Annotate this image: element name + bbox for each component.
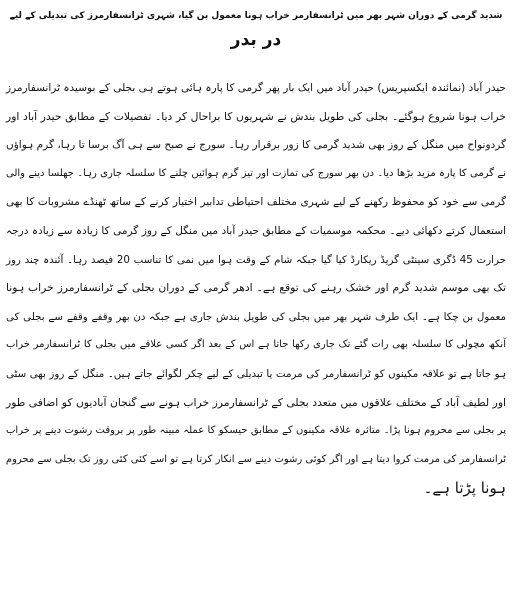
- body-line: پر بجلی سے محروم ہونا پڑا۔ متاثرہ علاقہ مکینوں کے مطابق حیسکو کا عملہ مبینہ طور پر بروقت رشوت دینے پر خراب: [6, 425, 506, 437]
- article-body: [6, 74, 506, 503]
- body-line: ہونا پڑتا ہے۔: [423, 479, 506, 498]
- headline-line: شدید گرمی کے دوران شہر بھر میں ٹرانسفارمر خراب ہونا معمول بن گیا، شہری ٹرانسفارمرز کی تبدیلی کے لیے: [9, 11, 503, 21]
- body-line: گرمی سے خود کو محفوظ رکھنے کے لیے شہری مختلف احتیاطی تدابیر اختیار کرنے کے ساتھ ٹھنڈے مشروبات کا بھی: [6, 196, 506, 209]
- body-line: تک بھی موسم شدید گرم اور خشک رہنے کی توقع ہے۔ ادھر گرمی کے دوران بجلی کے ٹرانسفارمرز خراب ہونا: [6, 281, 506, 295]
- body-line: گردونواح میں منگل کے روز بھی شدید گرمی کا زور برقرار رہا۔ سورج نے صبح سے ہی آگ برسا تا رہا، گرم ہواؤں: [6, 139, 506, 152]
- body-line: ٹرانسفارمر کی مرمت کروا دیتا ہے اور اگر کوئی رشوت دینے سے انکار کرتا ہے تو اسے کئی کئی روز تک بجلی سے محروم: [5, 453, 506, 465]
- body-line: ہو جاتا ہے تو علاقہ مکینوں کو ٹرانسفارمر کی مرمت یا تبدیلی کے لیے چکر لگوائے جاتے ہیں۔ منگل کے روز بھی سٹی: [6, 367, 506, 380]
- headline-line: در بدر: [230, 30, 282, 50]
- headline: [6, 4, 506, 52]
- body-line: نے گرمی کا پارہ مزید بڑھا دیا۔ دن بھر سورج کی تمازت اور تیز گرم ہوائیں چلنے کا سلسلہ جاری رہا۔ جھلسا دینے والی: [6, 167, 506, 179]
- body-line: اور لطیف آباد کے مختلف علاقوں میں متعدد بجلی کے ٹرانسفارمرز خراب ہونے سے گنجان آبادیوں کو اضافی طور: [6, 395, 506, 409]
- body-line: حرارت 45 ڈگری سینٹی گریڈ ریکارڈ کیا گیا جبکہ شام کے وقت ہوا میں نمی کا تناسب 20 فیصد رہا۔ آئندہ چند روز: [6, 253, 507, 266]
- body-line: حیدر آباد (نمائندہ ایکسپریس) حیدر آباد میں ایک بار پھر گرمی کا پارہ ہائی ہوتے ہی بجلی کے بوسیدہ ٹرانسفارمرز: [6, 82, 506, 94]
- body-line: استعمال کرتے دکھائی دیے۔ محکمہ موسمیات کے مطابق حیدر آباد میں منگل کے روز گرمی کا زیادہ سے زیادہ درجہ: [6, 224, 506, 237]
- body-line: معمول بن چکا ہے۔ ایک طرف شہر بھر میں بجلی کی طویل بندش جاری ہے جبکہ دن بھر وقفے وقفے سے بجلی کی: [6, 310, 506, 323]
- body-line: خراب ہونا شروع ہوگئے۔ بجلی کی طویل بندش نے شہریوں کا براحال کر دیا۔ تفصیلات کے مطابق حیدر آباد اور: [6, 109, 506, 123]
- body-line: آنکھ مچولی کا سلسلہ بھی رات گئے تک جاری رکھا جاتا ہے اس کے بعد اگر کسی علاقے میں بجلی کا ٹرانسفارمر خراب: [6, 339, 506, 351]
